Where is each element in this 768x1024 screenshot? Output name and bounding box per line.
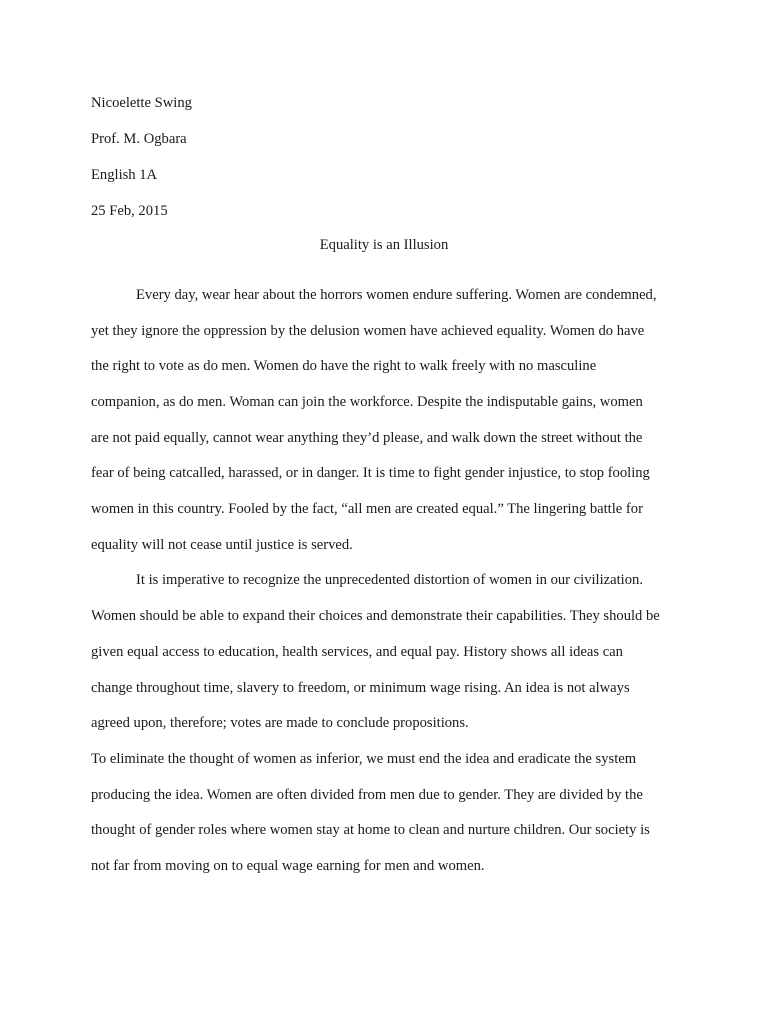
body-line: given equal access to education, health services, and equal pay. History shows all ideas can (91, 644, 623, 660)
body-line: not far from moving on to equal wage earning for men and women. (91, 858, 485, 874)
author-name: Nicoelette Swing (91, 95, 192, 111)
professor-name: Prof. M. Ogbara (91, 131, 187, 147)
body-line: are not paid equally, cannot wear anything they’d please, and walk down the street without the (91, 430, 643, 446)
body-line: Women should be able to expand their choices and demonstrate their capabilities. They should be (91, 608, 660, 624)
course-name: English 1A (91, 167, 158, 183)
body-line: thought of gender roles where women stay at home to clean and nurture children. Our society is (91, 822, 650, 838)
body-line: To eliminate the thought of women as inferior, we must end the idea and eradicate the system (91, 751, 637, 767)
body-line: change throughout time, slavery to freedom, or minimum wage rising. An idea is not always (91, 680, 630, 696)
body-line: agreed upon, therefore; votes are made to conclude propositions. (91, 715, 469, 731)
body-line: equality will not cease until justice is served. (91, 537, 353, 553)
body-line: the right to vote as do men. Women do have the right to walk freely with no masculine (91, 358, 597, 374)
body-line: women in this country. Fooled by the fact, “all men are created equal.” The lingering battle for (91, 501, 643, 517)
body-line: Every day, wear hear about the horrors women endure suffering. Women are condemned, (136, 287, 657, 303)
body-line: yet they ignore the oppression by the delusion women have achieved equality. Women do have (91, 323, 645, 339)
essay-title: Equality is an Illusion (319, 237, 449, 253)
essay-date: 25 Feb, 2015 (91, 203, 168, 219)
body-line: It is imperative to recognize the unprecedented distortion of women in our civilization. (136, 572, 643, 588)
body-line: companion, as do men. Woman can join the workforce. Despite the indisputable gains, women (91, 394, 643, 410)
body-line: fear of being catcalled, harassed, or in danger. It is time to fight gender injustice, to stop fooling (91, 465, 650, 481)
body-line: producing the idea. Women are often divided from men due to gender. They are divided by the (91, 787, 643, 803)
